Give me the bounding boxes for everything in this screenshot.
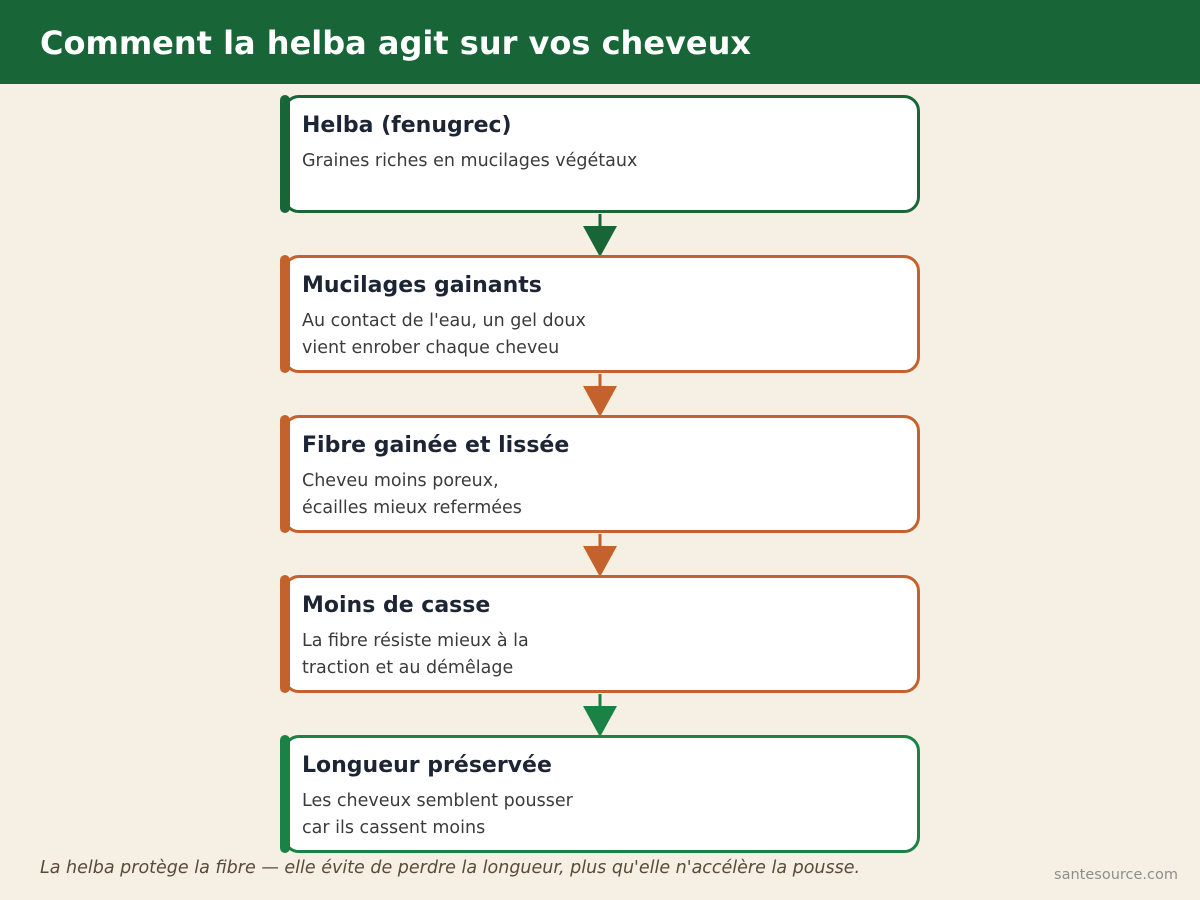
arrow-down-icon — [582, 534, 618, 578]
step-title: Fibre gainée et lissée — [302, 433, 570, 458]
step-description — [302, 788, 573, 842]
step-title: Helba (fenugrec) — [302, 113, 512, 138]
step-card-casse — [280, 575, 920, 695]
step-card-mucilages — [280, 255, 920, 375]
step-description-line: La fibre résiste mieux à la — [302, 631, 529, 651]
card-accent-bar — [280, 415, 290, 533]
step-title: Moins de casse — [302, 593, 491, 618]
step-description-line: Cheveu moins poreux, — [302, 471, 499, 491]
step-description-line: vient enrober chaque cheveu — [302, 338, 560, 358]
arrow-down-icon — [582, 214, 618, 258]
arrow-down-icon — [582, 374, 618, 418]
step-title: Mucilages gainants — [302, 273, 542, 298]
arrow-down-icon — [582, 694, 618, 738]
step-description-line: traction et au démêlage — [302, 658, 514, 678]
step-description-line: Les cheveux semblent pousser — [302, 791, 573, 811]
step-description-line: écailles mieux refermées — [302, 498, 522, 518]
card-accent-bar — [280, 735, 290, 853]
site-credit: santesource.com — [1054, 867, 1178, 883]
step-description-line: car ils cassent moins — [302, 818, 486, 838]
page-title: Comment la helba agit sur vos cheveux — [40, 24, 751, 62]
step-card-fibre — [280, 415, 920, 535]
step-card-helba — [280, 95, 920, 215]
header-bar — [0, 0, 1200, 84]
step-description-line: Graines riches en mucilages végétaux — [302, 151, 638, 171]
step-description — [302, 628, 529, 682]
card-accent-bar — [280, 255, 290, 373]
footnote: La helba protège la fibre — elle évite de perdre la longueur, plus qu'elle n'accélère la pousse. — [40, 858, 861, 878]
card-accent-bar — [280, 575, 290, 693]
step-description — [302, 468, 522, 522]
card-accent-bar — [280, 95, 290, 213]
step-description-line: Au contact de l'eau, un gel doux — [302, 311, 586, 331]
step-card-longueur — [280, 735, 920, 855]
step-description — [302, 308, 586, 362]
step-description — [302, 148, 637, 175]
step-title: Longueur préservée — [302, 753, 552, 778]
